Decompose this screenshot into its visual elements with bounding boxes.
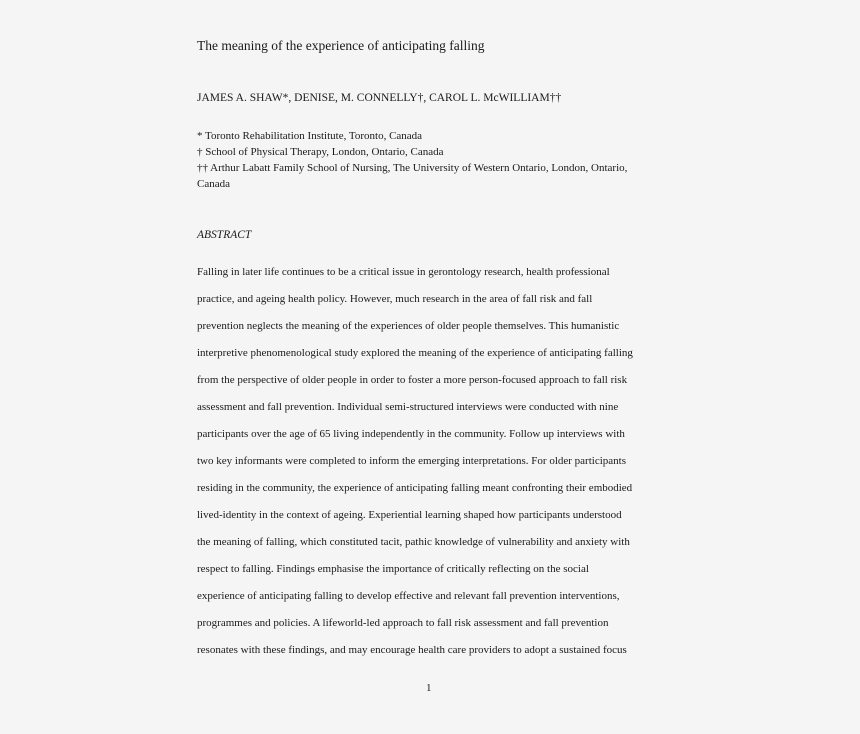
affiliation-line: † School of Physical Therapy, London, Ontario, Canada	[197, 146, 444, 158]
abstract-body	[197, 265, 667, 670]
affiliation-line: †† Arthur Labatt Family School of Nursing, The University of Western Ontario, London, Ontario,	[197, 162, 628, 174]
abstract-line: lived-identity in the context of ageing. Experiential learning shaped how participants understood	[197, 509, 622, 521]
abstract-line: experience of anticipating falling to develop effective and relevant fall prevention interventions,	[197, 590, 620, 602]
paper-title: The meaning of the experience of anticipating falling	[197, 38, 485, 53]
affiliation-line: Canada	[197, 178, 230, 190]
abstract-line: practice, and ageing health policy. However, much research in the area of fall risk and fall	[197, 293, 593, 305]
abstract-line: assessment and fall prevention. Individual semi-structured interviews were conducted with nine	[197, 401, 619, 413]
abstract-heading: ABSTRACT	[197, 229, 252, 241]
affiliations	[197, 128, 667, 192]
abstract-line: programmes and policies. A lifeworld-led approach to fall risk assessment and fall prevention	[197, 617, 609, 629]
abstract-line: resonates with these findings, and may encourage health care providers to adopt a sustained focus	[197, 644, 627, 656]
abstract-line: Falling in later life continues to be a critical issue in gerontology research, health professional	[197, 266, 610, 278]
abstract-line: two key informants were completed to inform the emerging interpretations. For older participants	[197, 455, 626, 467]
affiliation-line: * Toronto Rehabilitation Institute, Toronto, Canada	[197, 130, 423, 142]
page-number: 1	[426, 682, 432, 694]
abstract-line: the meaning of falling, which constituted tacit, pathic knowledge of vulnerability and anxiety with	[197, 536, 630, 548]
abstract-line: participants over the age of 65 living independently in the community. Follow up interviews with	[197, 428, 625, 440]
abstract-line: prevention neglects the meaning of the experiences of older people themselves. This humanistic	[197, 320, 620, 332]
abstract-line: from the perspective of older people in order to foster a more person-focused approach to fall risk	[197, 374, 628, 386]
abstract-line: respect to falling. Findings emphasise the importance of critically reflecting on the social	[197, 563, 589, 575]
abstract-line: residing in the community, the experience of anticipating falling meant confronting their embodied	[197, 482, 633, 494]
abstract-line: interpretive phenomenological study explored the meaning of the experience of anticipating falling	[197, 347, 633, 359]
author-list: JAMES A. SHAW*, DENISE, M. CONNELLY†, CAROL L. McWILLIAM††	[197, 92, 562, 104]
